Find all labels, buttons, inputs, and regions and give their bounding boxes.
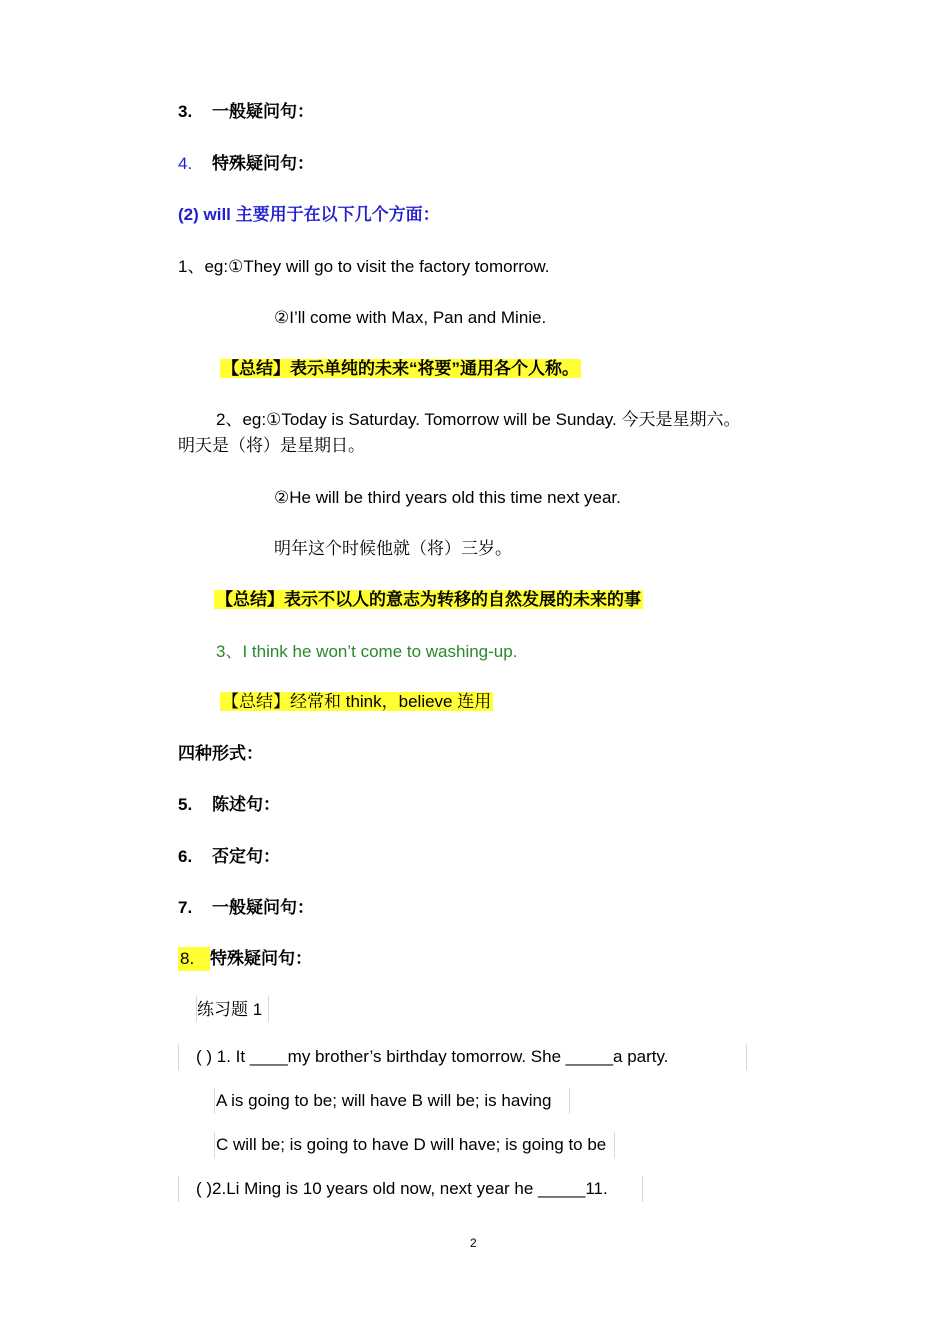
list-number: 7.	[178, 898, 193, 917]
page-number: 2	[470, 1236, 477, 1250]
example-2a-continued: 明天是（将）是星期日。	[178, 436, 365, 455]
summary-highlight: 【总结】表示单纯的未来“将要”通用各个人称。	[222, 359, 579, 378]
section-heading: (2) will 主要用于在以下几个方面：	[178, 205, 440, 224]
list-number: 5.	[178, 795, 193, 814]
question-2: ( )2.Li Ming is 10 years old now, next year he _____11.	[196, 1179, 608, 1198]
exercise-title: 练习题 1	[197, 1000, 263, 1019]
list-text: 陈述句：	[212, 795, 280, 814]
list-item-7	[178, 896, 314, 920]
summary-1	[220, 357, 581, 381]
list-item-4	[178, 152, 314, 176]
list-text: 一般疑问句：	[212, 102, 314, 121]
table-border	[214, 1132, 215, 1158]
list-text: 一般疑问句：	[212, 898, 314, 917]
summary-highlight: 【总结】表示不以人的意志为转移的自然发展的未来的事	[216, 590, 641, 609]
list-number: 4.	[178, 154, 193, 173]
example-3: 3、I think he won’t come to washing-up.	[216, 642, 518, 661]
question-1: ( ) 1. It ____my brother’s birthday tomorrow. She _____a party.	[196, 1047, 669, 1066]
question-1-options-cd: C will be; is going to have D will have; is going to be	[216, 1135, 607, 1154]
list-number: 8.	[178, 947, 210, 971]
question-1-options-ab: A is going to be; will have B will be; is having	[216, 1091, 552, 1110]
example-2b: ②He will be third years old this time next year.	[274, 488, 621, 507]
list-number: 3.	[178, 102, 193, 121]
example-1b: ②I’ll come with Max, Pan and Minie.	[274, 308, 547, 327]
table-border	[746, 1044, 747, 1070]
example-2a: 2、eg:①Today is Saturday. Tomorrow will be Sunday. 今天是星期六。	[216, 410, 741, 429]
example-2b-translation: 明年这个时候他就（将）三岁。	[274, 539, 512, 558]
table-border	[569, 1088, 570, 1114]
table-border	[614, 1132, 615, 1158]
list-number: 6.	[178, 847, 193, 866]
table-border	[214, 1088, 215, 1114]
table-border	[642, 1176, 643, 1202]
list-item-3	[178, 100, 314, 124]
summary-2	[214, 588, 643, 612]
list-item-8	[178, 947, 312, 971]
list-text: 特殊疑问句：	[212, 154, 314, 173]
summary-highlight: 【总结】经常和 think，believe 连用	[222, 692, 492, 711]
list-item-6	[178, 845, 280, 869]
table-border	[268, 996, 269, 1022]
list-text: 特殊疑问句：	[210, 949, 312, 968]
example-1a: 1、eg:①They will go to visit the factory tomorrow.	[178, 257, 550, 276]
summary-3	[220, 690, 493, 714]
list-text: 否定句：	[212, 847, 280, 866]
table-border	[178, 1176, 179, 1202]
four-forms-heading: 四种形式：	[178, 744, 263, 763]
table-border	[178, 1044, 179, 1070]
list-item-5	[178, 793, 280, 817]
